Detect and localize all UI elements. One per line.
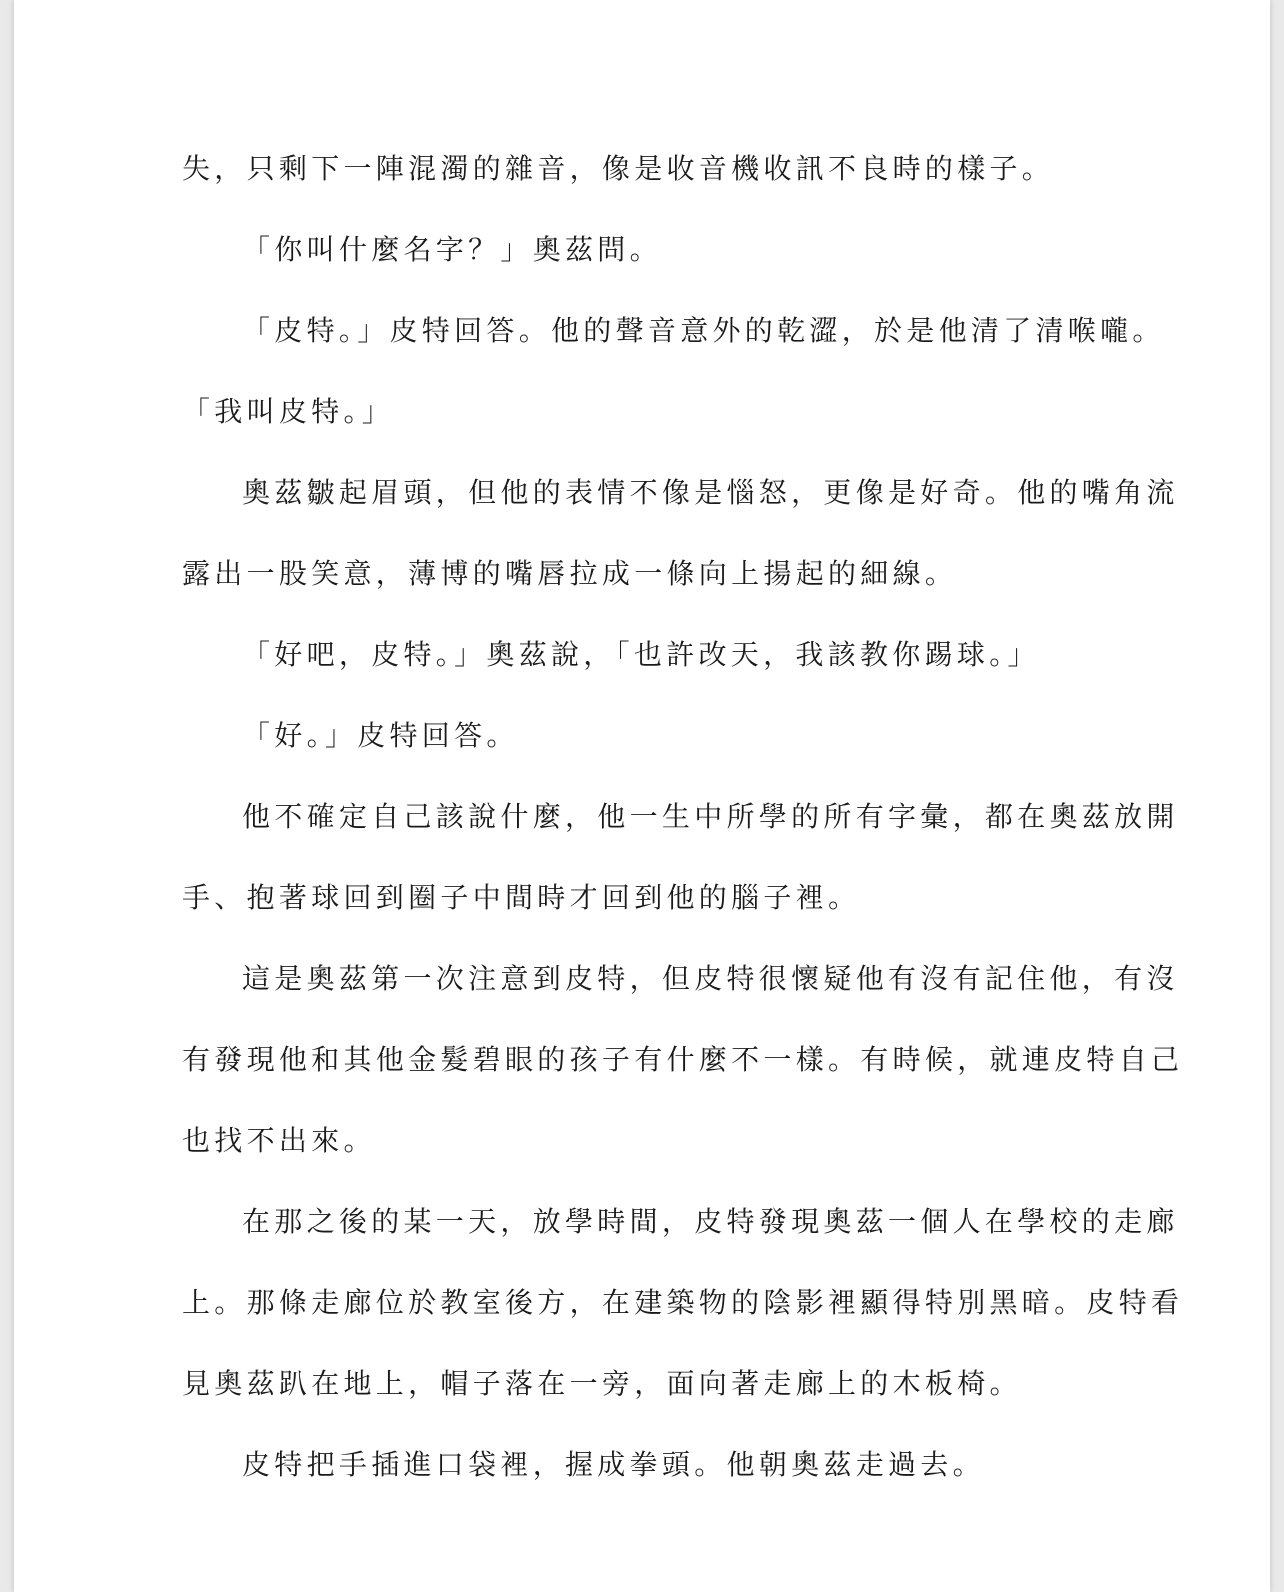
text-line: 也找不出來。: [182, 1124, 376, 1157]
text-line: 有發現他和其他金髮碧眼的孩子有什麼不一樣。有時候，就連皮特自己: [182, 1043, 1184, 1076]
text-line: 「皮特。」皮特回答。他的聲音意外的乾澀，於是他清了清喉嚨。: [242, 314, 1165, 347]
text-line: 「好。」皮特回答。: [242, 719, 519, 752]
text-line: 「你叫什麼名字？」奧茲問。: [242, 233, 662, 266]
text-body: [182, 128, 1184, 1505]
text-line: 奧茲皺起眉頭，但他的表情不像是惱怒，更像是好奇。他的嘴角流: [242, 476, 1179, 509]
text-line: 「好吧，皮特。」奧茲說，「也許改天，我該教你踢球。」: [242, 638, 1040, 671]
text-line: 這是奧茲第一次注意到皮特，但皮特很懷疑他有沒有記住他，有沒: [242, 962, 1179, 995]
text-line: 他不確定自己該說什麼，他一生中所學的所有字彙，都在奧茲放開: [242, 800, 1179, 833]
text-line: 上。那條走廊位於教室後方，在建築物的陰影裡顯得特別黑暗。皮特看: [182, 1286, 1184, 1319]
text-line: 手、抱著球回到圈子中間時才回到他的腦子裡。: [182, 881, 861, 914]
document-page: [14, 0, 1270, 1592]
text-line: 露出一股笑意，薄博的嘴唇拉成一條向上揚起的細線。: [182, 557, 958, 590]
text-line: 見奧茲趴在地上，帽子落在一旁，面向著走廊上的木板椅。: [182, 1367, 1022, 1400]
text-line: 「我叫皮特。」: [182, 395, 395, 428]
text-line: 在那之後的某一天，放學時間，皮特發現奧茲一個人在學校的走廊: [242, 1205, 1179, 1238]
text-line: 失，只剩下一陣混濁的雜音，像是收音機收訊不良時的樣子。: [182, 152, 1055, 185]
text-line: 皮特把手插進口袋裡，握成拳頭。他朝奧茲走過去。: [242, 1448, 985, 1481]
